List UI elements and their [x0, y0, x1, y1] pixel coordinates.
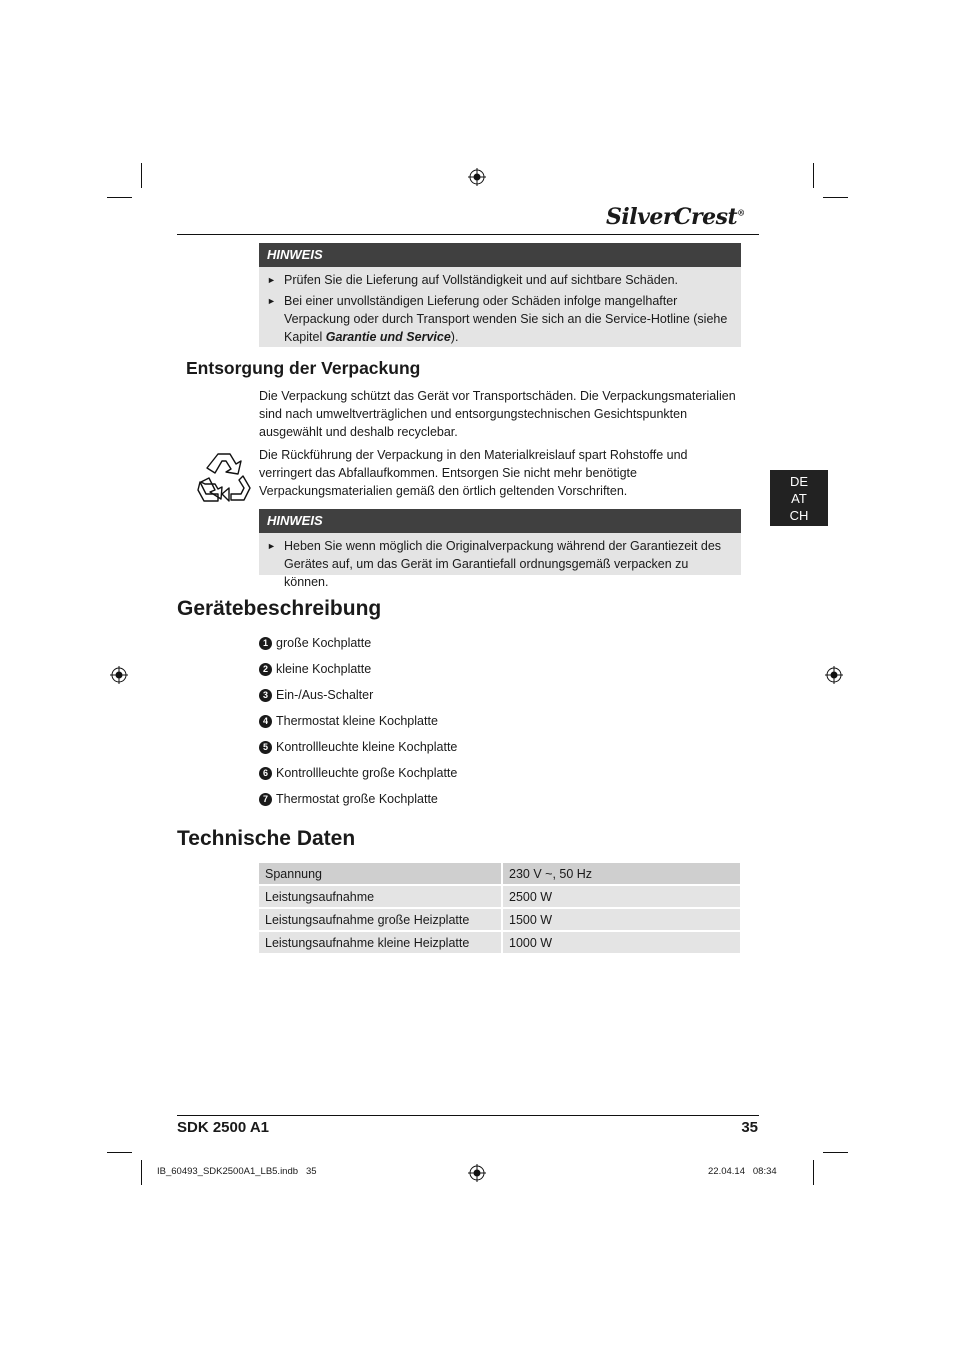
header-rule	[177, 234, 759, 235]
registration-mark-icon	[110, 666, 128, 684]
list-item: 2 kleine Kochplatte	[259, 656, 457, 682]
registration-mark-icon	[468, 1164, 486, 1182]
page-number: 35	[741, 1119, 758, 1136]
crop-mark	[141, 1160, 142, 1185]
note-title: HINWEIS	[259, 243, 741, 267]
section-heading-technical: Technische Daten	[177, 827, 356, 850]
model-number: SDK 2500 A1	[177, 1119, 269, 1136]
number-badge: 4	[259, 715, 272, 728]
number-badge: 3	[259, 689, 272, 702]
number-badge: 1	[259, 637, 272, 650]
crop-mark	[107, 1152, 132, 1153]
list-item: 1 große Kochplatte	[259, 630, 457, 656]
footer-rule	[177, 1115, 759, 1116]
note-item: ► Heben Sie wenn möglich die Originalverpackung während der Garantiezeit des Gerätes auf, um das Gerät im Garantiefall ordnungsgemäß verpacken zu können.	[267, 539, 722, 589]
recycle-icon	[196, 450, 253, 504]
registration-mark-icon	[825, 666, 843, 684]
crop-mark	[141, 163, 142, 188]
note-box	[259, 267, 741, 347]
paragraph: Die Rückführung der Verpackung in den Materialkreislauf spart Rohstoffe und verringert das Abfallaufkommen. Entsorgen Sie nicht mehr benötigte Verpackungsmaterialien gemäß den örtlich geltenden Vorschriften.	[259, 448, 688, 498]
triangle-bullet-icon: ►	[267, 296, 276, 306]
section-heading-disposal: Entsorgung der Verpackung	[186, 358, 421, 378]
table-row: Leistungsaufnahme große Heizplatte 1500 W	[259, 909, 740, 930]
crop-mark	[813, 163, 814, 188]
table-row: Leistungsaufnahme 2500 W	[259, 886, 740, 907]
number-badge: 5	[259, 741, 272, 754]
table-row: Spannung 230 V ~, 50 Hz	[259, 863, 740, 884]
section-heading-description: Gerätebeschreibung	[177, 597, 382, 620]
note-title: HINWEIS	[259, 509, 741, 533]
number-badge: 2	[259, 663, 272, 676]
registration-mark-icon	[468, 168, 486, 186]
imprint-datetime: 22.04.14 08:34	[708, 1166, 777, 1177]
table-row: Leistungsaufnahme kleine Heizplatte 1000 W	[259, 932, 740, 953]
language-tab: DE AT CH	[770, 470, 828, 526]
list-item: 7 Thermostat große Kochplatte	[259, 786, 457, 812]
paragraph: Die Verpackung schützt das Gerät vor Transportschäden. Die Verpackungsmaterialien sind nach umweltverträglichen und entsorgungstechnischen Gesichtspunkten ausgewählt und deshalb recyclebar.	[259, 389, 736, 439]
crop-mark	[107, 197, 132, 198]
crop-mark	[823, 197, 848, 198]
note-item: ► Prüfen Sie die Lieferung auf Vollständigkeit und auf sichtbare Schäden.	[267, 273, 679, 287]
triangle-bullet-icon: ►	[267, 275, 276, 285]
triangle-bullet-icon: ►	[267, 541, 276, 551]
number-badge: 6	[259, 767, 272, 780]
number-badge: 7	[259, 793, 272, 806]
parts-list	[259, 630, 457, 812]
list-item: 6 Kontrollleuchte große Kochplatte	[259, 760, 457, 786]
list-item: 5 Kontrollleuchte kleine Kochplatte	[259, 734, 457, 760]
imprint-file: IB_60493_SDK2500A1_LB5.indb 35	[157, 1166, 317, 1177]
list-item: 4 Thermostat kleine Kochplatte	[259, 708, 457, 734]
crop-mark	[823, 1152, 848, 1153]
list-item: 3 Ein-/Aus-Schalter	[259, 682, 457, 708]
brand-logo: SilverCrest®	[606, 204, 745, 230]
crop-mark	[813, 1160, 814, 1185]
note-item: ► Bei einer unvollständigen Lieferung oder Schäden infolge mangelhafter Verpackung oder durch Transport wenden Sie sich an die Service-Hotline (siehe Kapitel Garantie und Service).	[267, 294, 728, 344]
spec-table	[259, 861, 740, 955]
note-box	[259, 533, 741, 589]
